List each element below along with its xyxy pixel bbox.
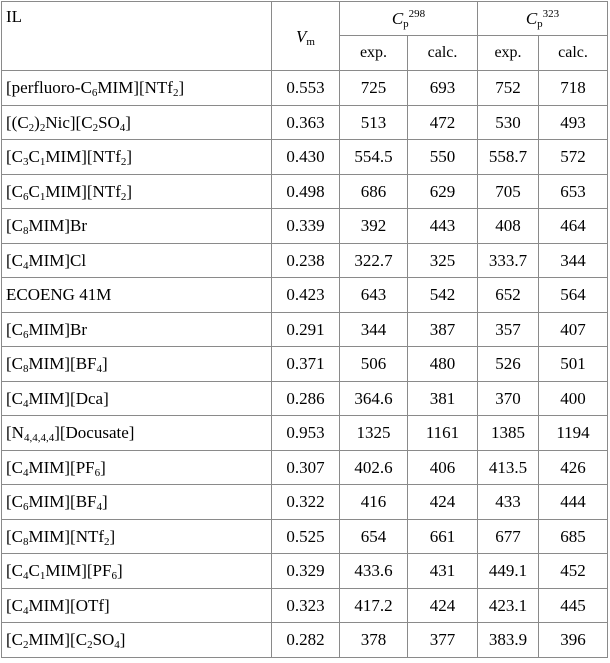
cell-il — [2, 381, 272, 416]
cell-exp298: 1325 — [340, 416, 408, 451]
cell-calc323: 400 — [539, 381, 608, 416]
cell-calc298: 629 — [408, 174, 478, 209]
cell-vm: 0.238 — [272, 243, 340, 278]
il-text: [C — [6, 630, 23, 650]
il-text: ) — [34, 112, 40, 132]
cell-exp323: 705 — [478, 174, 539, 209]
il-subscript: 2 — [120, 156, 127, 169]
cell-calc298: 387 — [408, 312, 478, 347]
cell-calc323: 501 — [539, 347, 608, 382]
il-subscript: 2 — [39, 121, 46, 134]
cell-il — [2, 623, 272, 658]
il-text: ] — [116, 561, 123, 581]
il-subscript: 8 — [23, 535, 29, 548]
cell-calc323: 464 — [539, 209, 608, 244]
il-subscript: 2 — [172, 87, 179, 100]
cell-calc323: 718 — [539, 71, 608, 106]
vm-symbol: V — [296, 26, 307, 46]
cell-exp298: 344 — [340, 312, 408, 347]
cell-exp323: 423.1 — [478, 588, 539, 623]
table-row — [2, 243, 608, 278]
cell-calc323: 493 — [539, 105, 608, 140]
cell-exp323: 433 — [478, 485, 539, 520]
il-text: [C — [6, 354, 23, 374]
table-row — [2, 105, 608, 140]
cell-il — [2, 71, 272, 106]
il-text: ] — [119, 630, 126, 650]
il-text: MIM][PF — [28, 457, 95, 477]
cell-vm: 0.430 — [272, 140, 340, 175]
cell-il — [2, 554, 272, 589]
header-calc-298: calc. — [408, 36, 478, 71]
cell-vm: 0.498 — [272, 174, 340, 209]
cell-exp298: 392 — [340, 209, 408, 244]
il-text: C — [28, 181, 40, 201]
cell-exp298: 686 — [340, 174, 408, 209]
vm-subscript: m — [306, 35, 315, 48]
il-subscript: 4 — [119, 121, 126, 134]
il-subscript: 8 — [23, 363, 29, 376]
cell-calc323: 685 — [539, 519, 608, 554]
cp323-subscript: p — [537, 18, 543, 30]
cell-exp323: 530 — [478, 105, 539, 140]
cell-vm: 0.339 — [272, 209, 340, 244]
cell-vm: 0.371 — [272, 347, 340, 382]
il-text: [C — [6, 216, 23, 236]
il-text: ] — [125, 112, 131, 132]
il-subscript: 1 — [39, 156, 46, 169]
il-text: MIM][OTf] — [28, 595, 110, 615]
cell-exp323: 558.7 — [478, 140, 539, 175]
il-text: MIM][NTf — [45, 181, 121, 201]
header-exp-298: exp. — [340, 36, 408, 71]
cell-calc298: 542 — [408, 278, 478, 313]
cell-vm: 0.525 — [272, 519, 340, 554]
il-text: SO — [92, 630, 115, 650]
il-subscript: 4 — [96, 363, 103, 376]
il-text: [C — [6, 561, 23, 581]
cell-calc298: 424 — [408, 588, 478, 623]
il-text: ][Docusate] — [54, 423, 135, 443]
table-row — [2, 519, 608, 554]
cell-il — [2, 278, 272, 313]
cell-il — [2, 450, 272, 485]
table-row — [2, 623, 608, 658]
il-subscript: 4 — [23, 259, 29, 272]
cell-vm: 0.553 — [272, 71, 340, 106]
il-subscript: 4,4,4,4 — [23, 432, 55, 445]
cell-calc323: 653 — [539, 174, 608, 209]
cp323-symbol: C — [525, 9, 538, 28]
cell-vm: 0.282 — [272, 623, 340, 658]
cell-calc298: 693 — [408, 71, 478, 106]
il-subscript: 1 — [39, 190, 46, 203]
il-text: MIM][PF — [45, 561, 112, 581]
il-text: Nic][C — [45, 112, 93, 132]
il-subscript: 6 — [111, 570, 117, 583]
cell-calc323: 407 — [539, 312, 608, 347]
cell-exp323: 752 — [478, 71, 539, 106]
il-text: SO — [98, 112, 120, 132]
cell-calc298: 472 — [408, 105, 478, 140]
il-text: MIM][C — [28, 630, 88, 650]
il-text: C — [28, 147, 40, 167]
cell-exp323: 383.9 — [478, 623, 539, 658]
il-subscript: 8 — [23, 225, 29, 238]
il-text: MIM][BF — [28, 492, 97, 512]
cell-exp298: 513 — [340, 105, 408, 140]
table-row — [2, 312, 608, 347]
table-row — [2, 174, 608, 209]
il-subscript: 2 — [23, 639, 29, 652]
header-cp298 — [340, 2, 478, 36]
il-subscript: 6 — [23, 328, 29, 341]
table-row — [2, 485, 608, 520]
cell-exp298: 506 — [340, 347, 408, 382]
header-il: IL — [2, 2, 272, 71]
il-subscript: 4 — [23, 466, 29, 479]
il-text: ] — [102, 492, 108, 512]
cell-exp298: 654 — [340, 519, 408, 554]
cell-calc298: 1161 — [408, 416, 478, 451]
il-text: [C — [6, 319, 23, 339]
cell-exp298: 416 — [340, 485, 408, 520]
cell-vm: 0.953 — [272, 416, 340, 451]
cell-exp323: 413.5 — [478, 450, 539, 485]
table-row — [2, 347, 608, 382]
header-exp-323: exp. — [478, 36, 539, 71]
cell-vm: 0.363 — [272, 105, 340, 140]
il-text: [C — [6, 526, 23, 546]
il-subscript: 4 — [114, 639, 120, 652]
cell-vm: 0.286 — [272, 381, 340, 416]
cell-il — [2, 519, 272, 554]
cell-exp323: 526 — [478, 347, 539, 382]
cell-calc323: 444 — [539, 485, 608, 520]
cell-calc323: 396 — [539, 623, 608, 658]
il-subscript: 2 — [104, 535, 110, 548]
cp323-superscript: 323 — [542, 8, 560, 20]
cell-calc323: 445 — [539, 588, 608, 623]
cell-calc323: 572 — [539, 140, 608, 175]
cell-exp323: 333.7 — [478, 243, 539, 278]
cell-exp298: 643 — [340, 278, 408, 313]
cell-calc323: 426 — [539, 450, 608, 485]
table-row — [2, 416, 608, 451]
il-text: MIM]Cl — [28, 250, 87, 270]
cell-il — [2, 416, 272, 451]
cell-exp298: 402.6 — [340, 450, 408, 485]
cell-il — [2, 347, 272, 382]
cell-calc298: 424 — [408, 485, 478, 520]
table-row — [2, 71, 608, 106]
cell-il — [2, 140, 272, 175]
cell-exp323: 652 — [478, 278, 539, 313]
cell-exp298: 554.5 — [340, 140, 408, 175]
cell-exp298: 364.6 — [340, 381, 408, 416]
il-subscript: 1 — [39, 570, 46, 583]
cell-exp323: 357 — [478, 312, 539, 347]
cp298-subscript: p — [403, 18, 409, 30]
il-text: C — [28, 561, 40, 581]
cell-calc298: 406 — [408, 450, 478, 485]
header-cp323 — [478, 2, 608, 36]
table-row — [2, 588, 608, 623]
il-subscript: 2 — [92, 121, 99, 134]
cell-calc298: 377 — [408, 623, 478, 658]
cell-il — [2, 105, 272, 140]
il-text: ECOENG 41M — [6, 285, 112, 305]
cell-calc298: 661 — [408, 519, 478, 554]
table-row — [2, 381, 608, 416]
il-text: [perfluoro-C — [6, 78, 92, 98]
il-subscript: 6 — [91, 87, 98, 100]
cell-calc323: 1194 — [539, 416, 608, 451]
il-text: [C — [6, 250, 23, 270]
cell-calc298: 381 — [408, 381, 478, 416]
cp298-superscript: 298 — [408, 8, 426, 20]
il-text: ] — [100, 457, 106, 477]
il-text: [C — [6, 388, 23, 408]
il-text: ] — [126, 147, 133, 167]
cell-vm: 0.291 — [272, 312, 340, 347]
il-subscript: 6 — [23, 190, 29, 203]
cell-calc298: 550 — [408, 140, 478, 175]
cell-il — [2, 312, 272, 347]
cell-vm: 0.323 — [272, 588, 340, 623]
cell-il — [2, 243, 272, 278]
cell-exp323: 370 — [478, 381, 539, 416]
il-text: [(C — [6, 112, 29, 132]
il-text: MIM][NTf — [28, 526, 105, 546]
cell-il — [2, 209, 272, 244]
il-text: MIM]Br — [28, 319, 88, 339]
header-vm — [272, 2, 340, 71]
il-text: [C — [6, 492, 23, 512]
data-table — [1, 1, 608, 658]
cell-vm: 0.322 — [272, 485, 340, 520]
cell-il — [2, 174, 272, 209]
cell-vm: 0.329 — [272, 554, 340, 589]
il-subscript: 4 — [23, 570, 29, 583]
cell-vm: 0.307 — [272, 450, 340, 485]
cell-calc323: 564 — [539, 278, 608, 313]
il-subscript: 4 — [23, 397, 29, 410]
il-subscript: 2 — [120, 190, 127, 203]
cell-exp298: 725 — [340, 71, 408, 106]
il-text: MIM][NTf — [45, 147, 121, 167]
il-subscript: 2 — [28, 121, 35, 134]
cell-exp298: 417.2 — [340, 588, 408, 623]
cp298-symbol: C — [391, 9, 404, 28]
table-row — [2, 209, 608, 244]
il-subscript: 2 — [87, 639, 93, 652]
il-text: ] — [102, 354, 108, 374]
il-text: MIM][NTf — [97, 78, 173, 98]
cell-calc298: 431 — [408, 554, 478, 589]
il-text: [N — [6, 423, 24, 443]
cell-exp298: 322.7 — [340, 243, 408, 278]
cell-exp323: 1385 — [478, 416, 539, 451]
table-row — [2, 140, 608, 175]
il-subscript: 6 — [23, 501, 29, 514]
header-calc-323: calc. — [539, 36, 608, 71]
cell-il — [2, 485, 272, 520]
cell-vm: 0.423 — [272, 278, 340, 313]
il-text: MIM][BF — [28, 354, 97, 374]
il-text: ] — [109, 526, 116, 546]
cell-calc298: 443 — [408, 209, 478, 244]
il-text: MIM][Dca] — [28, 388, 109, 408]
cell-calc298: 325 — [408, 243, 478, 278]
cell-calc323: 452 — [539, 554, 608, 589]
cell-calc298: 480 — [408, 347, 478, 382]
cell-exp298: 378 — [340, 623, 408, 658]
il-subscript: 6 — [94, 466, 101, 479]
il-text: [C — [6, 595, 23, 615]
il-subscript: 4 — [96, 501, 103, 514]
il-text: ] — [126, 181, 133, 201]
table-row — [2, 450, 608, 485]
il-text: MIM]Br — [28, 216, 88, 236]
il-text: [C — [6, 181, 23, 201]
il-text: [C — [6, 457, 23, 477]
table-row — [2, 554, 608, 589]
il-text: ] — [178, 78, 185, 98]
header-row — [2, 2, 608, 36]
il-subscript: 4 — [23, 604, 29, 617]
cell-exp298: 433.6 — [340, 554, 408, 589]
table-row — [2, 278, 608, 313]
cell-il — [2, 588, 272, 623]
il-text: [C — [6, 147, 23, 167]
cell-calc323: 344 — [539, 243, 608, 278]
cell-exp323: 408 — [478, 209, 539, 244]
il-subscript: 3 — [23, 156, 29, 169]
cell-exp323: 449.1 — [478, 554, 539, 589]
cell-exp323: 677 — [478, 519, 539, 554]
